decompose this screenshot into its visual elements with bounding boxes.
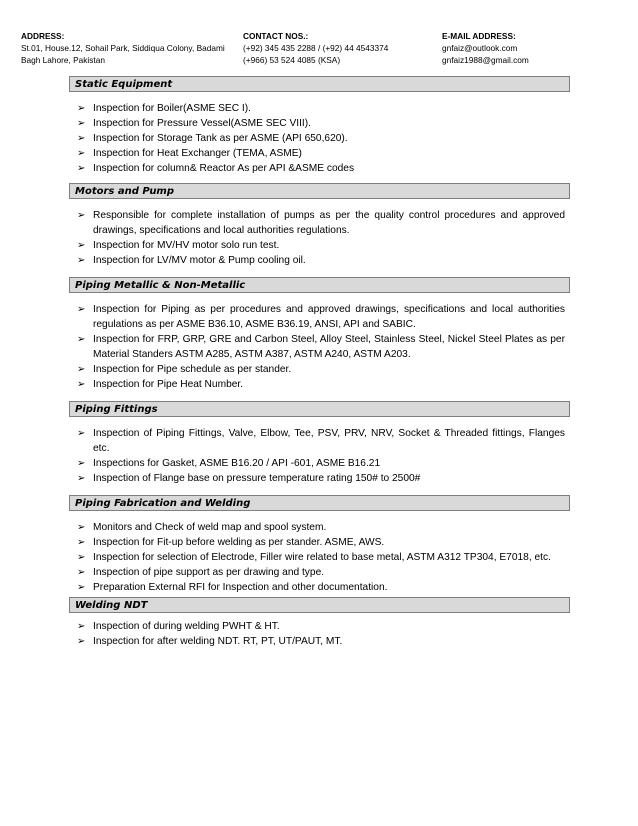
list-item <box>69 535 565 550</box>
arrow-bullet-icon: ➢ <box>77 522 86 533</box>
email-block <box>442 30 529 66</box>
arrow-bullet-icon: ➢ <box>77 582 86 593</box>
arrow-bullet-icon: ➢ <box>77 255 86 266</box>
section-heading: Motors and Pump <box>69 183 570 199</box>
list-item-text: Inspection for Pipe Heat Number. <box>93 379 244 390</box>
arrow-bullet-icon: ➢ <box>77 636 86 647</box>
list-item-text: Inspection for selection of Electrode, Filler wire related to base metal, ASTM A312 TP304, E7018, etc. <box>93 552 551 563</box>
section-heading: Piping Fabrication and Welding <box>69 495 570 511</box>
list-item <box>69 520 565 535</box>
arrow-bullet-icon: ➢ <box>77 240 86 251</box>
section-heading: Piping Fittings <box>69 401 570 417</box>
list-item-text: Responsible for complete installation of pumps as per the quality control procedures and approved drawings, specifications and local authorities regulations. <box>93 210 565 236</box>
list-item-text: Inspection for Fit-up before welding as per stander. ASME, AWS. <box>93 537 385 548</box>
bullet-list <box>69 619 570 649</box>
resume-content <box>69 76 570 649</box>
address-block <box>21 30 225 66</box>
bullet-list <box>69 101 570 176</box>
list-item <box>69 161 565 176</box>
list-item <box>69 580 565 595</box>
list-item-text: Inspection for Piping as per procedures and approved drawings, specifications and local authorities regulations as per ASME B36.10, ASME B36.19, ANSI, API and SABIC. <box>93 304 565 330</box>
arrow-bullet-icon: ➢ <box>77 334 86 345</box>
bullet-list <box>69 302 570 392</box>
section <box>69 76 570 183</box>
section-heading: Welding NDT <box>69 597 570 613</box>
arrow-bullet-icon: ➢ <box>77 458 86 469</box>
list-item-text: Preparation External RFI for Inspection and other documentation. <box>93 582 388 593</box>
email-line: gnfaiz@outlook.com <box>442 43 518 53</box>
arrow-bullet-icon: ➢ <box>77 210 86 221</box>
list-item <box>69 426 565 456</box>
list-item-text: Inspection for FRP, GRP, GRE and Carbon Steel, Alloy Steel, Stainless Steel, Nickel Steel Plates as per Material Standers ASTM A285, ASTM A387, ASTM A240, ASTM A203. <box>93 334 565 360</box>
arrow-bullet-icon: ➢ <box>77 103 86 114</box>
list-item-text: Inspections for Gasket, ASME B16.20 / API -601, ASME B16.21 <box>93 458 381 469</box>
list-item <box>69 634 565 649</box>
section-heading: Static Equipment <box>69 76 570 92</box>
section <box>69 183 570 277</box>
list-item-text: Inspection of during welding PWHT & HT. <box>93 621 280 632</box>
arrow-bullet-icon: ➢ <box>77 364 86 375</box>
arrow-bullet-icon: ➢ <box>77 537 86 548</box>
address-line: Bagh Lahore, Pakistan <box>21 55 105 65</box>
list-item <box>69 238 565 253</box>
list-item-text: Inspection for after welding NDT. RT, PT, UT/PAUT, MT. <box>93 636 343 647</box>
list-item <box>69 456 565 471</box>
list-item <box>69 146 565 161</box>
arrow-bullet-icon: ➢ <box>77 118 86 129</box>
list-item-text: Inspection for Pressure Vessel(ASME SEC VIII). <box>93 118 311 129</box>
list-item-text: Inspection for MV/HV motor solo run test. <box>93 240 280 251</box>
list-item <box>69 302 565 332</box>
address-label: ADDRESS: <box>21 31 65 41</box>
list-item-text: Inspection for LV/MV motor & Pump cooling oil. <box>93 255 306 266</box>
list-item <box>69 619 565 634</box>
bullet-list <box>69 426 570 486</box>
arrow-bullet-icon: ➢ <box>77 304 86 315</box>
list-item <box>69 550 565 565</box>
list-item-text: Inspection of Piping Fittings, Valve, Elbow, Tee, PSV, PRV, NRV, Socket & Threaded fittings, Flanges etc. <box>93 428 565 454</box>
bullet-list <box>69 520 570 595</box>
list-item-text: Inspection for Heat Exchanger (TEMA, ASME) <box>93 148 302 159</box>
list-item <box>69 116 565 131</box>
arrow-bullet-icon: ➢ <box>77 428 86 439</box>
contact-label: CONTACT NOS.: <box>243 31 309 41</box>
list-item-text: Inspection of pipe support as per drawing and type. <box>93 567 325 578</box>
phone-line: (+966) 53 524 4085 (KSA) <box>243 55 341 65</box>
list-item-text: Inspection for Storage Tank as per ASME (API 650,620). <box>93 133 348 144</box>
list-item <box>69 471 565 486</box>
arrow-bullet-icon: ➢ <box>77 163 86 174</box>
section <box>69 401 570 495</box>
contact-block <box>243 30 388 66</box>
email-label: E-MAIL ADDRESS: <box>442 31 516 41</box>
arrow-bullet-icon: ➢ <box>77 133 86 144</box>
arrow-bullet-icon: ➢ <box>77 552 86 563</box>
address-line: St.01, House.12, Sohail Park, Siddiqua Colony, Badami <box>21 43 225 53</box>
list-item <box>69 565 565 580</box>
bullet-list <box>69 208 570 268</box>
list-item-text: Inspection for Pipe schedule as per stander. <box>93 364 292 375</box>
list-item-text: Inspection for column& Reactor As per API &ASME codes <box>93 163 355 174</box>
list-item <box>69 208 565 238</box>
section <box>69 495 570 597</box>
section <box>69 277 570 401</box>
section <box>69 597 570 649</box>
list-item-text: Inspection for Boiler(ASME SEC I). <box>93 103 251 114</box>
list-item <box>69 131 565 146</box>
arrow-bullet-icon: ➢ <box>77 473 86 484</box>
arrow-bullet-icon: ➢ <box>77 567 86 578</box>
arrow-bullet-icon: ➢ <box>77 148 86 159</box>
list-item-text: Monitors and Check of weld map and spool system. <box>93 522 327 533</box>
list-item <box>69 377 565 392</box>
list-item <box>69 332 565 362</box>
arrow-bullet-icon: ➢ <box>77 621 86 632</box>
section-heading: Piping Metallic & Non-Metallic <box>69 277 570 293</box>
list-item <box>69 253 565 268</box>
list-item <box>69 362 565 377</box>
email-line: gnfaiz1988@gmail.com <box>442 55 529 65</box>
list-item <box>69 101 565 116</box>
list-item-text: Inspection of Flange base on pressure temperature rating 150# to 2500# <box>93 473 421 484</box>
phone-line: (+92) 345 435 2288 / (+92) 44 4543374 <box>243 43 389 53</box>
arrow-bullet-icon: ➢ <box>77 379 86 390</box>
